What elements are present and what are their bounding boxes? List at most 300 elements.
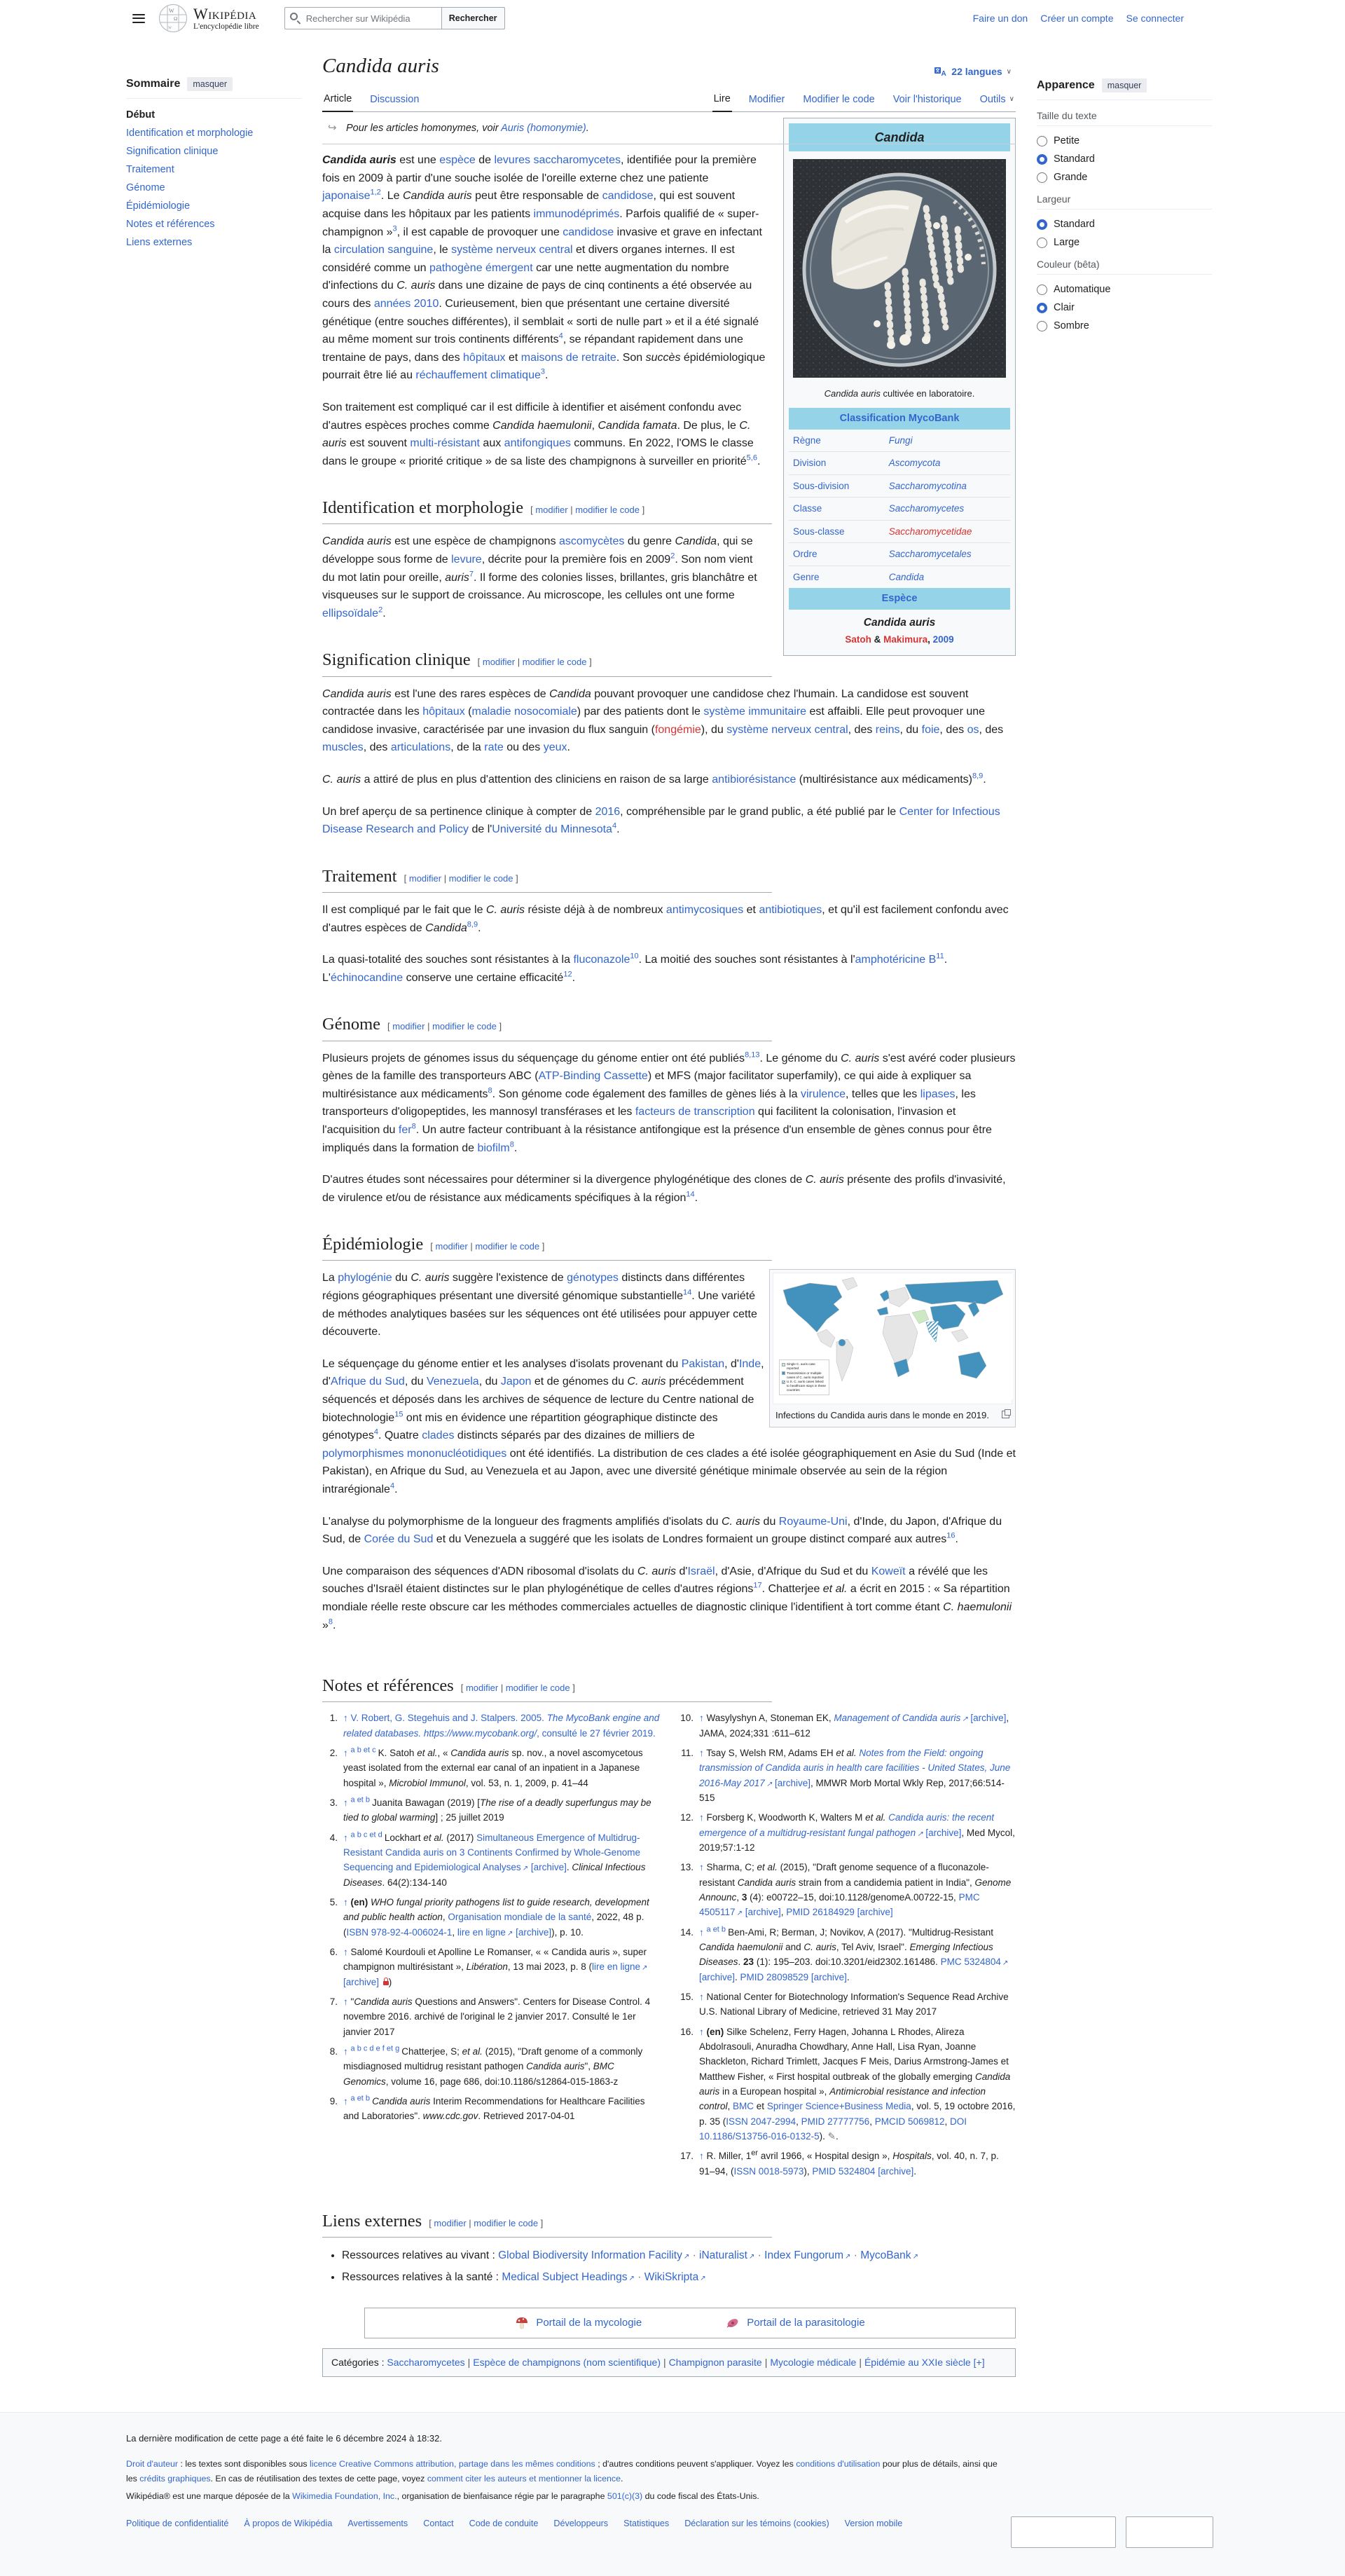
link[interactable]: multi-résistant <box>410 437 480 450</box>
link[interactable]: phylogénie <box>338 1272 392 1284</box>
link[interactable]: 501(c)(3) <box>607 2491 643 2501</box>
link[interactable]: Japon <box>500 1376 532 1388</box>
radio-option-grande[interactable]: Grande <box>1037 168 1212 186</box>
external-link-icon: ↗ <box>683 2253 690 2261</box>
edit-code-link[interactable]: modifier le code <box>432 1021 497 1032</box>
search-icon <box>290 13 298 20</box>
link[interactable]: 16 <box>946 1531 956 1540</box>
category-link[interactable]: Épidémie au XXIe siècle <box>864 2356 971 2368</box>
edit-section <box>429 2218 543 2228</box>
link[interactable]: Center for Infectious Disease Research and Policy <box>322 805 1000 836</box>
taxobox-rank-link[interactable]: Genre <box>793 571 820 582</box>
link[interactable]: maladie nosocomiale <box>471 706 577 718</box>
link[interactable]: a et b <box>706 1925 729 1934</box>
link[interactable]: candidose <box>602 190 654 203</box>
tab-modifier-le-code[interactable]: Modifier le code <box>803 93 875 105</box>
link[interactable]: yeux <box>543 741 567 754</box>
radio-option-standard[interactable]: Standard <box>1037 150 1212 168</box>
link[interactable]: clades <box>422 1430 455 1442</box>
link[interactable]: [archive] <box>857 1907 893 1918</box>
link[interactable]: 17 <box>753 1582 762 1591</box>
toc-item-identification-et-morphologie[interactable]: Identification et morphologie <box>126 128 254 139</box>
appearance-group <box>1037 103 1212 186</box>
link[interactable]: antimycosiques <box>665 903 744 916</box>
reference-item: 12. ↑ Forsberg K, Woodworth K, Walters M et al. Candida auris: the recent emergence of a multidrug-resistant fungal pathogen ↗ [archive], Med Mycol, 2019;57:1-12 <box>680 1812 1015 1853</box>
category-link[interactable]: Saccharomycetes <box>387 2356 465 2368</box>
taxobox-rank-link[interactable]: Division <box>793 458 827 469</box>
link[interactable]: a b c et d <box>350 1830 385 1839</box>
section-title: Génome <box>322 1015 380 1034</box>
link[interactable]: BMC <box>733 2101 754 2112</box>
footer-link[interactable]: Contact <box>423 2518 454 2528</box>
appearance-hide-button[interactable]: masquer <box>1102 78 1147 93</box>
external-link-icon: ↗ <box>736 1910 743 1918</box>
radio-icon <box>1037 136 1047 146</box>
external-resource-link[interactable]: Global Biodiversity Information Facility ↗ <box>498 2249 690 2262</box>
tab-outils[interactable]: Outils ∨ <box>979 93 1014 105</box>
taxobox-rank-link[interactable]: Ordre <box>793 549 818 560</box>
tab-lire[interactable]: Lire <box>712 89 732 112</box>
link[interactable]: levure <box>451 554 482 566</box>
paragraph: C. auris a attiré de plus en plus d'attention des cliniciens en raison de sa large antibiorésistance (multirésistance aux médicaments)$^{8,9}$. <box>322 772 986 786</box>
taxobox-image[interactable] <box>784 156 1015 385</box>
link[interactable]: Springer Science+Business Media <box>766 2101 911 2112</box>
reference-item: 13. ↑ Sharma, C; et al. (2015), "Draft genome sequence of a fluconazole-resistant Candida auris strain from a candidemia patient in India", Genome Announc, 3 (4): e00722–15, doi:10.1128/genomeA.00722-15, PMC 4505117 ↗ [archive], PMID 26184929 [archive] <box>680 1862 1012 1918</box>
link[interactable]: ISSN 2047-2994 <box>726 2116 796 2127</box>
last-modified: La dernière modification de cette page a été faite le 6 décembre 2024 à 18:32. <box>126 2433 442 2444</box>
link[interactable]: PMID 5324804 <box>812 2165 876 2177</box>
paragraph: Le séquençage du génome entier et les analyses d'isolats provenant du Pakistan, d'Inde, d'Afrique du Sud, du Venezuela, du Japon et de génomes du C. auris précédemment séquencés et déposés dans les archives de séquence de lecture du Centre national de biotechnologie$^{15}$ ont mis en évidence une répartition géographique distincte des génotypes$^4$. Quatre clades distincts séparés par des dizaines de milliers de polymorphismes mononucléotidiques ont été identifiés. La distribution de ces clades a été isolée géographiquement en Asie du Sud (Inde et Pakistan), en Afrique du Sud, au Venezuela et au Japon, avec une diversité génétique minimale observée au sein de la région intrarégionale$^4$. <box>322 1357 1016 1495</box>
link[interactable]: ↑ <box>343 2046 351 2057</box>
link[interactable]: [archive] <box>774 1777 811 1788</box>
taxobox-title: Candida <box>789 123 1010 151</box>
link[interactable]: 2009 <box>932 633 954 645</box>
link[interactable]: biofilm <box>477 1142 510 1154</box>
link[interactable]: [archive] <box>811 1971 847 1982</box>
link[interactable]: Wikimedia Foundation, Inc. <box>292 2491 397 2501</box>
taxobox-value-link[interactable]: Saccharomycetales <box>888 549 972 560</box>
link[interactable]: V. Robert, G. Stegehuis and J. Stalpers. 2005. <box>350 1713 547 1724</box>
paragraph: D'autres études sont nécessaires pour déterminer si la divergence phylogénétique des clones de C. auris présente des profils d'invasivité, de virulence et/ou de résistance aux médicaments spécifiques à la région$^{14}$. <box>322 1174 1006 1204</box>
link[interactable]: Venezuela <box>426 1376 479 1388</box>
link[interactable]: ISSN 0018-5973 <box>733 2165 804 2177</box>
license-text: Droit d'auteur : les textes sont disponibles sous licence Creative Commons attribution, partage dans les mêmes conditions ; d'autres conditions peuvent s'appliquer. Voyez les conditions d'utilisation pour plus de détails, ainsi que les crédits graphiques. En cas de réutilisation des textes de cette page, voyez comment citer les auteurs et mentionner la licence. <box>126 2458 998 2483</box>
external-link-icon: ↗ <box>912 2253 918 2261</box>
link[interactable]: japonaise <box>322 190 371 203</box>
link[interactable]: échinocandine <box>330 971 404 984</box>
link[interactable]: Notes from the Field: ongoing transmission of Candida auris in health care facilities - United States, June 2016-May 2017 ↗ <box>699 1748 1011 1788</box>
link[interactable]: ↑ <box>699 1713 707 1724</box>
chevron-down-icon: ∨ <box>1006 67 1012 76</box>
link[interactable]: 14 <box>683 1288 692 1297</box>
map-caption: Infections du Candida auris dans le monde en 2019. <box>773 1404 1012 1424</box>
footer-link[interactable]: Statistiques <box>623 2518 670 2528</box>
toc-item-traitement[interactable]: Traitement <box>126 164 174 175</box>
link[interactable]: Satoh <box>845 633 871 645</box>
article-body <box>322 112 1016 2377</box>
paragraph: L'analyse du polymorphisme de la longueur des fragments amplifiés d'isolats du C. auris du Royaume-Uni, d'Inde, du Japon, d'Afrique du Sud, de Corée du Sud et du Venezuela a suggéré que les isolats de Londres formaient un groupe distinct comparé aux autres$^{16}$. <box>322 1515 1002 1546</box>
link[interactable]: Management of Candida auris ↗ <box>834 1713 968 1724</box>
reference-item: 10. ↑ Wasylyshyn A, Stoneman EK, Management of Candida auris ↗ [archive], JAMA, 2024;331 :611–612 <box>680 1713 1009 1739</box>
link[interactable]: ↑ <box>699 1748 707 1758</box>
taxobox-rank-link[interactable]: Sous-division <box>793 480 850 491</box>
section-heading-liens <box>322 2207 772 2238</box>
external-resource-link[interactable]: MycoBank ↗ <box>860 2249 918 2262</box>
link[interactable]: ATP-Binding Cassette <box>538 1070 648 1083</box>
link[interactable]: Organisation mondiale de la santé <box>448 1912 592 1923</box>
world-map-image[interactable] <box>773 1273 1012 1404</box>
link[interactable]: ↑ <box>699 2026 707 2037</box>
reference-item: 15. ↑ National Center for Biotechnology Information's Sequence Read Archive U.S. National Library of Medicine, retrieved 31 May 2017 <box>680 1991 1009 2017</box>
radio-option-sombre[interactable]: Sombre <box>1037 317 1212 335</box>
external-resources <box>322 2247 1016 2287</box>
link[interactable]: , consulté le 27 février 2019. <box>537 1727 656 1739</box>
link[interactable]: antifongiques <box>504 437 571 450</box>
link[interactable]: [archive] <box>530 1862 567 1873</box>
parasite-icon <box>726 2316 740 2330</box>
category-link[interactable]: Champignon parasite <box>668 2356 762 2368</box>
link[interactable]: foie <box>921 723 940 736</box>
link[interactable]: PMID 26184929 <box>786 1907 855 1918</box>
link[interactable]: immunodéprimés <box>533 207 620 220</box>
link[interactable]: ↑ <box>343 1996 351 2007</box>
edit-code-link[interactable]: modifier le code <box>522 657 587 668</box>
tab-voir-l-historique[interactable]: Voir l'historique <box>892 93 962 105</box>
link[interactable]: lipases <box>920 1088 956 1100</box>
external-link-icon: ↗ <box>766 1780 773 1788</box>
footer-link[interactable]: Politique de confidentialité <box>126 2518 229 2528</box>
taxobox-row <box>789 520 1010 543</box>
link[interactable]: ↑ <box>343 1896 351 1907</box>
magnify-icon[interactable] <box>1002 1411 1009 1418</box>
category-link[interactable]: Espèce de champignons (nom scientifique) <box>473 2356 661 2368</box>
link[interactable]: Candida auris: the recent emergence of a multidrug-resistant fungal pathogen ↗ <box>699 1812 994 1838</box>
taxobox-rank-link[interactable]: Règne <box>793 434 821 446</box>
link[interactable]: Royaume-Uni <box>778 1515 848 1528</box>
mediawiki-badge[interactable] <box>1126 2516 1213 2548</box>
link[interactable]: Afrique du Sud <box>330 1376 405 1388</box>
link[interactable]: Israël <box>687 1565 715 1577</box>
link[interactable]: fer <box>398 1123 412 1136</box>
link[interactable]: reins <box>875 723 900 736</box>
link[interactable]: 4 <box>558 331 563 341</box>
link[interactable]: ↑ <box>699 1991 707 2002</box>
taxobox-value-link[interactable]: Candida <box>888 571 925 582</box>
paragraph: Candida auris est une espèce de levures saccharomycetes, identifiée pour la première fois en 2009 à partir d'une souche isolée de l'oreille externe chez une patiente japonaise$^{1,2}$. Le Candida auris peut être responsable de candidose, qui est souvent acquise dans les hôpitaux par les patients immunodéprimés. Parfois qualifié de « super-champignon »$^3$, il est capable de provoquer une candidose invasive et grave en infectant la circulation sanguine, le système nerveux central et divers organes internes. Il est considéré comme un pathogène émergent car une nette augmentation du nombre d'infections du C. auris dans une dizaine de pays de cinq continents a été observée au cours des années 2010. Curieusement, bien que présentant une certaine diversité génétique (entre souches différentes), il semblait « sorti de nulle part » et il a été signalé au même moment sur trois continents différents$^4$, se répandant rapidement dans une trentaine de pays, dans des hôpitaux et maisons de retraite. Son succès épidémiologique pourrait être lié au réchauffement climatique$^3$. <box>322 154 766 382</box>
edit-code-link[interactable]: modifier le code <box>505 1683 570 1694</box>
toc-item--pid-miologie[interactable]: Épidémiologie <box>126 200 191 212</box>
link[interactable]: lire en ligne ↗ <box>457 1926 513 1938</box>
taxobox-value-link[interactable]: Ascomycota <box>888 458 941 469</box>
link[interactable]: 8 <box>509 1140 514 1149</box>
edit-link[interactable]: modifier <box>465 1683 499 1694</box>
link[interactable]: PMID 28098529 <box>740 1971 809 1982</box>
header-link[interactable]: Se connecter <box>1126 13 1184 24</box>
footer-link[interactable]: Déclaration sur les témoins (cookies) <box>684 2518 829 2528</box>
section-heading-clinique <box>322 646 772 676</box>
wikimedia-foundation-badge[interactable] <box>1011 2516 1116 2548</box>
taxobox-value-link[interactable]: Saccharomycetidae <box>888 526 972 537</box>
link[interactable]: 12 <box>563 970 572 979</box>
link[interactable]: conditions d'utilisation <box>796 2458 881 2469</box>
svg-text:Ω: Ω <box>174 16 178 22</box>
section-heading-genome <box>322 1010 772 1041</box>
link[interactable]: génotypes <box>567 1272 619 1284</box>
link[interactable]: [archive] <box>699 1971 736 1982</box>
toc-item-liens-externes[interactable]: Liens externes <box>126 237 193 248</box>
taxobox-value-link[interactable]: Fungi <box>888 434 913 446</box>
link[interactable]: Pakistan <box>681 1357 725 1370</box>
link[interactable]: maisons de retraite <box>520 351 616 364</box>
portal-link[interactable]: Portail de la parasitologie <box>747 2316 865 2329</box>
footer-link[interactable]: Avertissements <box>347 2518 408 2528</box>
link[interactable]: [archive] <box>878 2165 914 2177</box>
link[interactable]: 4 <box>389 1481 395 1491</box>
radio-option-petite[interactable]: Petite <box>1037 132 1212 150</box>
link[interactable]: a et b <box>350 2094 373 2103</box>
edit-code-link[interactable]: modifier le code <box>575 505 640 516</box>
link[interactable]: polymorphismes mononucléotidiques <box>322 1447 507 1460</box>
footer-link[interactable]: Code de conduite <box>469 2518 539 2528</box>
link[interactable]: 4 <box>373 1427 378 1437</box>
link[interactable]: hôpitaux <box>422 706 465 718</box>
link[interactable]: système nerveux central <box>726 723 848 736</box>
tab-discussion[interactable]: Discussion <box>370 93 420 105</box>
link[interactable]: ↑ <box>343 2095 351 2106</box>
taxobox-authority: Satoh & Makimura, 2009 <box>845 633 954 645</box>
radio-option-clair[interactable]: Clair <box>1037 299 1212 317</box>
edit-link[interactable]: modifier <box>434 2217 467 2228</box>
link[interactable]: ↑ <box>343 1946 351 1957</box>
header-link[interactable]: Créer un compte <box>1040 13 1114 24</box>
link[interactable]: PMCID 5069812 <box>874 2116 945 2127</box>
link[interactable]: ISBN 978-92-4-006024-1 <box>346 1926 453 1938</box>
toc-hide-button[interactable]: masquer <box>187 77 233 91</box>
link[interactable]: ellipsoïdale <box>322 607 379 619</box>
link[interactable]: licence Creative Commons attribution, partage dans les mêmes conditions <box>310 2458 595 2469</box>
external-resource-item: • Ressources relatives au vivant : Global Biodiversity Information Facility ↗ · iNaturalist ↗ · Index Fungorum ↗ · MycoBank ↗ <box>342 2247 1016 2265</box>
paragraph: La phylogénie du C. auris suggère l'existence de génotypes distincts dans différentes régions géographiques présentant une diversité génomique substantielle$^{14}$. Une variété de méthodes analytiques basées sur les séquences ont été utilisées pour appuyer cette découverte. <box>322 1272 757 1338</box>
map-legend-item: Transmission or multiple cases of C. auris reported <box>782 1371 827 1379</box>
link[interactable]: 1,2 <box>370 189 381 198</box>
link[interactable]: [archive] <box>343 1976 380 1987</box>
link[interactable]: antibiorésistance <box>712 774 796 786</box>
radio-icon <box>1037 285 1047 295</box>
external-link-icon: ↗ <box>522 1865 529 1873</box>
reference-item: 3. ↑ $^{a et b}$ Juanita Bawagan (2019) [The rise of a deadly superfungus may be tied to global warming] ; 25 juillet 2019 <box>329 1795 651 1823</box>
external-link-icon: ↗ <box>700 2274 706 2282</box>
link[interactable]: crédits graphiques <box>139 2473 211 2483</box>
radio-icon <box>1037 321 1047 331</box>
edit-link[interactable]: modifier <box>535 505 568 516</box>
taxobox-rank-link[interactable]: Sous-classe <box>793 526 845 537</box>
link[interactable]: ↑ <box>699 1812 707 1823</box>
external-resource-link[interactable]: Index Fungorum ↗ <box>764 2249 851 2262</box>
link[interactable]: 4 <box>612 821 617 830</box>
link[interactable]: DOI 10.1186/S13756-016-0132-5 <box>699 2116 967 2142</box>
section-title: Liens externes <box>322 2211 422 2231</box>
link[interactable]: 8 <box>411 1122 416 1131</box>
link[interactable]: Inde <box>738 1357 761 1370</box>
lock-icon <box>383 1981 389 1985</box>
edit-code-link[interactable]: modifier le code <box>448 872 513 884</box>
link[interactable]: antibiotiques <box>759 903 822 916</box>
link[interactable]: rate <box>484 741 504 754</box>
link[interactable]: 10 <box>630 952 639 961</box>
radio-option-standard[interactable]: Standard <box>1037 215 1212 233</box>
edit-link[interactable]: modifier <box>482 657 516 668</box>
link[interactable]: PMID 27777756 <box>801 2116 870 2127</box>
edit-section <box>461 1683 575 1693</box>
link[interactable]: 3 <box>540 367 545 376</box>
paragraph: Son traitement est compliqué car il est difficile à identifier et aisément confondu avec d'autres espèces proches comme Candida haemulonii, Candida famata. De plus, le C. auris est souvent multi-résistant aux antifongiques communs. En 2022, l'OMS le classe dans le groupe « priorité critique » de sa liste des champignons à surveiller en priorité$^{5,6}$. <box>322 401 761 467</box>
link[interactable]: 8 <box>488 1086 492 1095</box>
link[interactable]: 2 <box>670 551 675 561</box>
link[interactable]: 8 <box>328 1617 333 1626</box>
link[interactable]: facteurs de transcription <box>635 1106 755 1118</box>
link[interactable]: levures saccharomycetes <box>494 154 621 167</box>
edit-code-link[interactable]: modifier le code <box>475 1241 540 1252</box>
link[interactable]: PMC 5324804 ↗ <box>940 1957 1009 1968</box>
external-resource-link[interactable]: WikiSkripta ↗ <box>644 2270 706 2283</box>
link[interactable]: a et b <box>350 1795 373 1804</box>
link[interactable]: fluconazole <box>573 954 630 966</box>
radio-option-large[interactable]: Large <box>1037 233 1212 252</box>
link[interactable]: espèce <box>439 154 476 167</box>
appearance-group-title: Largeur <box>1037 186 1212 210</box>
link[interactable]: Simultaneous Emergence of Multidrug-Resistant Candida auris on 3 Continents Confirmed by Whole-Genome Sequencing and Epidemiological Analyses ↗ <box>343 1832 640 1873</box>
link[interactable]: PMC 4505117 ↗ <box>699 1891 980 1918</box>
link[interactable]: pathogène émergent <box>429 261 533 274</box>
link[interactable]: Makimura <box>883 633 928 645</box>
link[interactable]: Koweït <box>871 1565 906 1577</box>
wikipedia-logo[interactable] <box>158 4 259 33</box>
link[interactable]: ↑ <box>699 2151 707 2162</box>
search-input[interactable] <box>284 7 442 29</box>
link[interactable]: a b c d e f et g <box>350 2044 402 2053</box>
link[interactable]: circulation sanguine <box>333 244 434 256</box>
link[interactable]: [archive] <box>925 1827 962 1838</box>
link[interactable]: 2 <box>378 605 383 615</box>
edit-link[interactable]: modifier <box>392 1021 425 1032</box>
section-title: Identification et morphologie <box>322 498 524 518</box>
link[interactable]: os <box>967 723 979 736</box>
svg-text:w: w <box>168 25 172 30</box>
link[interactable]: réchauffement climatique <box>415 369 541 382</box>
article-main <box>322 36 1016 2380</box>
link[interactable]: 5,6 <box>746 453 757 463</box>
link[interactable]: Droit d'auteur <box>126 2458 178 2469</box>
link[interactable]: comment citer les auteurs et mentionner la licence <box>427 2473 621 2483</box>
external-resource-link[interactable]: Medical Subject Headings ↗ <box>502 2270 635 2283</box>
toc-item-g-nome[interactable]: Génome <box>126 182 165 193</box>
link[interactable]: ↑ <box>343 1748 351 1758</box>
footer-link[interactable]: Version mobile <box>844 2518 903 2528</box>
categories-more-link[interactable]: [+] <box>970 2356 985 2368</box>
link[interactable]: 3 <box>392 224 397 233</box>
link[interactable]: muscles <box>322 741 364 754</box>
link[interactable]: [archive] <box>970 1713 1007 1724</box>
link[interactable]: [archive] <box>516 1926 552 1938</box>
link[interactable]: amphotéricine B <box>855 954 937 966</box>
link[interactable]: Université du Minnesota <box>492 823 612 836</box>
external-resource-link[interactable]: iNaturalist ↗ <box>699 2249 755 2262</box>
link[interactable]: 11 <box>936 952 944 961</box>
link[interactable]: ↑ <box>343 1832 351 1843</box>
link[interactable]: 8,13 <box>745 1050 760 1060</box>
tab-article[interactable]: Article <box>322 89 353 112</box>
radio-option-automatique[interactable]: Automatique <box>1037 280 1212 299</box>
portal-link[interactable]: Portail de la mycologie <box>536 2316 642 2329</box>
appearance-group-title: Taille du texte <box>1037 103 1212 126</box>
svg-text:A: A <box>941 70 947 76</box>
search-button[interactable]: Rechercher <box>442 7 505 29</box>
edit-link[interactable]: modifier <box>408 872 442 884</box>
edit-link[interactable]: modifier <box>435 1241 468 1252</box>
portal-mycologie <box>515 2315 642 2331</box>
link[interactable]: virulence <box>800 1088 846 1100</box>
hamburger-menu-icon[interactable] <box>126 6 151 31</box>
section-title: Signification clinique <box>322 650 471 670</box>
link[interactable]: ↑ <box>343 1713 351 1724</box>
category-link[interactable]: Mycologie médicale <box>770 2356 857 2368</box>
toc-item-signification-clinique[interactable]: Signification clinique <box>126 146 219 157</box>
map-legend-item: Single C. auris case reported <box>782 1362 827 1370</box>
link[interactable]: 8,9 <box>972 772 984 781</box>
link[interactable]: 7 <box>469 570 474 579</box>
link[interactable]: hôpitaux <box>463 351 506 364</box>
link[interactable]: [archive] <box>745 1907 781 1918</box>
languages-button[interactable] <box>930 65 1016 78</box>
header-link[interactable]: Faire un don <box>972 13 1028 24</box>
section-title: Notes et références <box>322 1676 454 1696</box>
link[interactable]: ↑ <box>699 1862 707 1873</box>
link[interactable]: ascomycètes <box>559 535 625 548</box>
link[interactable]: 2016 <box>595 805 621 818</box>
link[interactable]: 8,9 <box>467 920 478 929</box>
section-heading-traitement <box>322 863 772 893</box>
radio-icon <box>1037 172 1047 183</box>
link[interactable]: système immunitaire <box>703 706 807 718</box>
link[interactable]: 14 <box>686 1190 695 1199</box>
link[interactable]: articulations <box>390 741 451 754</box>
toc-items <box>126 98 301 252</box>
taxobox-value-link[interactable]: Saccharomycotina <box>888 480 967 491</box>
tab-modifier[interactable]: Modifier <box>748 93 785 105</box>
radio-selected-icon <box>1037 303 1047 313</box>
link[interactable]: candidose <box>563 226 614 238</box>
link[interactable]: système nerveux central <box>451 244 573 256</box>
link[interactable]: The MycoBank engine and related databases. https://www.mycobank.org/ <box>343 1713 660 1739</box>
edit-code-link[interactable]: modifier le code <box>474 2217 539 2228</box>
link[interactable]: fongémie <box>654 723 701 736</box>
taxobox-rank-link[interactable]: Classe <box>793 503 822 514</box>
footer-link[interactable]: Développeurs <box>553 2518 609 2528</box>
link[interactable]: a b et c <box>350 1746 378 1755</box>
toc-item-d-but[interactable]: Début <box>126 109 156 121</box>
taxobox-value-link[interactable]: Saccharomycetes <box>888 503 965 514</box>
toc-item-notes-et-r-f-rences[interactable]: Notes et références <box>126 219 215 230</box>
link[interactable]: ↑ <box>343 1797 351 1808</box>
link[interactable]: Corée du Sud <box>364 1533 434 1546</box>
link[interactable]: Auris (homonymie) <box>501 123 586 134</box>
link[interactable]: lire en ligne ↗ <box>591 1961 648 1973</box>
footer-link[interactable]: À propos de Wikipédia <box>244 2518 333 2528</box>
link[interactable]: ↑ <box>699 1926 707 1938</box>
page-title: Candida auris <box>322 55 439 77</box>
link[interactable]: 15 <box>394 1410 404 1419</box>
link[interactable]: années 2010 <box>373 297 439 310</box>
